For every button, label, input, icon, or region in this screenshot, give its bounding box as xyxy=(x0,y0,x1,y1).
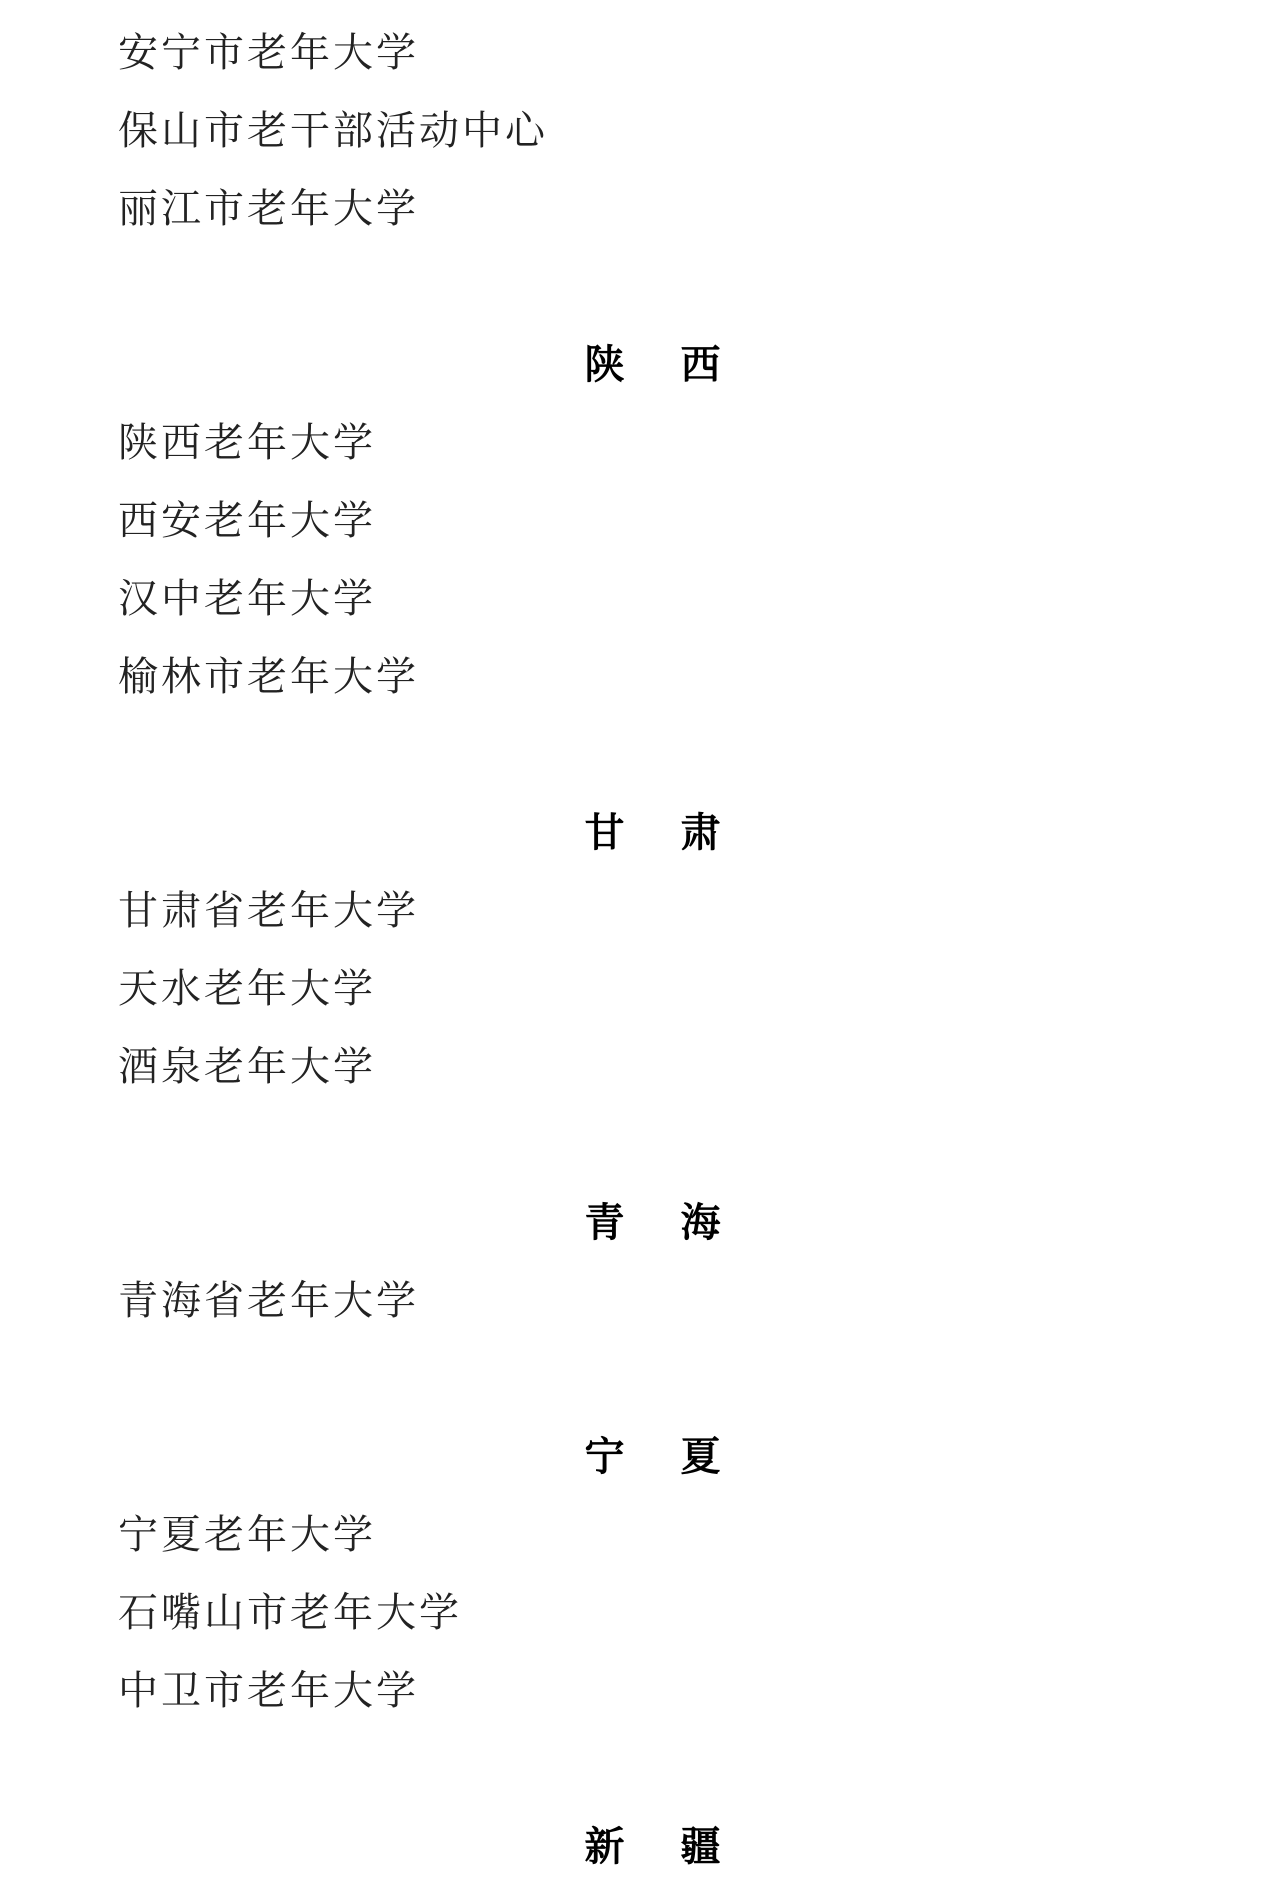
section-header-qinghai: 青 海 xyxy=(584,1200,729,1246)
list-item: 中卫市老年大学 xyxy=(118,1668,419,1714)
list-item: 酒泉老年大学 xyxy=(118,1044,376,1090)
list-item: 宁夏老年大学 xyxy=(118,1512,376,1558)
list-item: 汉中老年大学 xyxy=(118,576,376,622)
list-item: 石嘴山市老年大学 xyxy=(118,1590,462,1636)
list-item: 西安老年大学 xyxy=(118,498,376,544)
section-header-gansu: 甘 肃 xyxy=(584,810,729,856)
list-item: 保山市老干部活动中心 xyxy=(118,108,548,154)
section-header-ningxia: 宁 夏 xyxy=(584,1434,729,1480)
list-item: 陕西老年大学 xyxy=(118,420,376,466)
section-header-shaanxi: 陕 西 xyxy=(584,342,729,388)
section-header-xinjiang: 新 疆 xyxy=(584,1824,729,1870)
list-item: 榆林市老年大学 xyxy=(118,654,419,700)
document-content xyxy=(118,14,1195,1886)
list-item: 天水老年大学 xyxy=(118,966,376,1012)
list-item: 丽江市老年大学 xyxy=(118,186,419,232)
list-item: 甘肃省老年大学 xyxy=(118,888,419,934)
list-item: 青海省老年大学 xyxy=(118,1278,419,1324)
list-item: 安宁市老年大学 xyxy=(118,30,419,76)
